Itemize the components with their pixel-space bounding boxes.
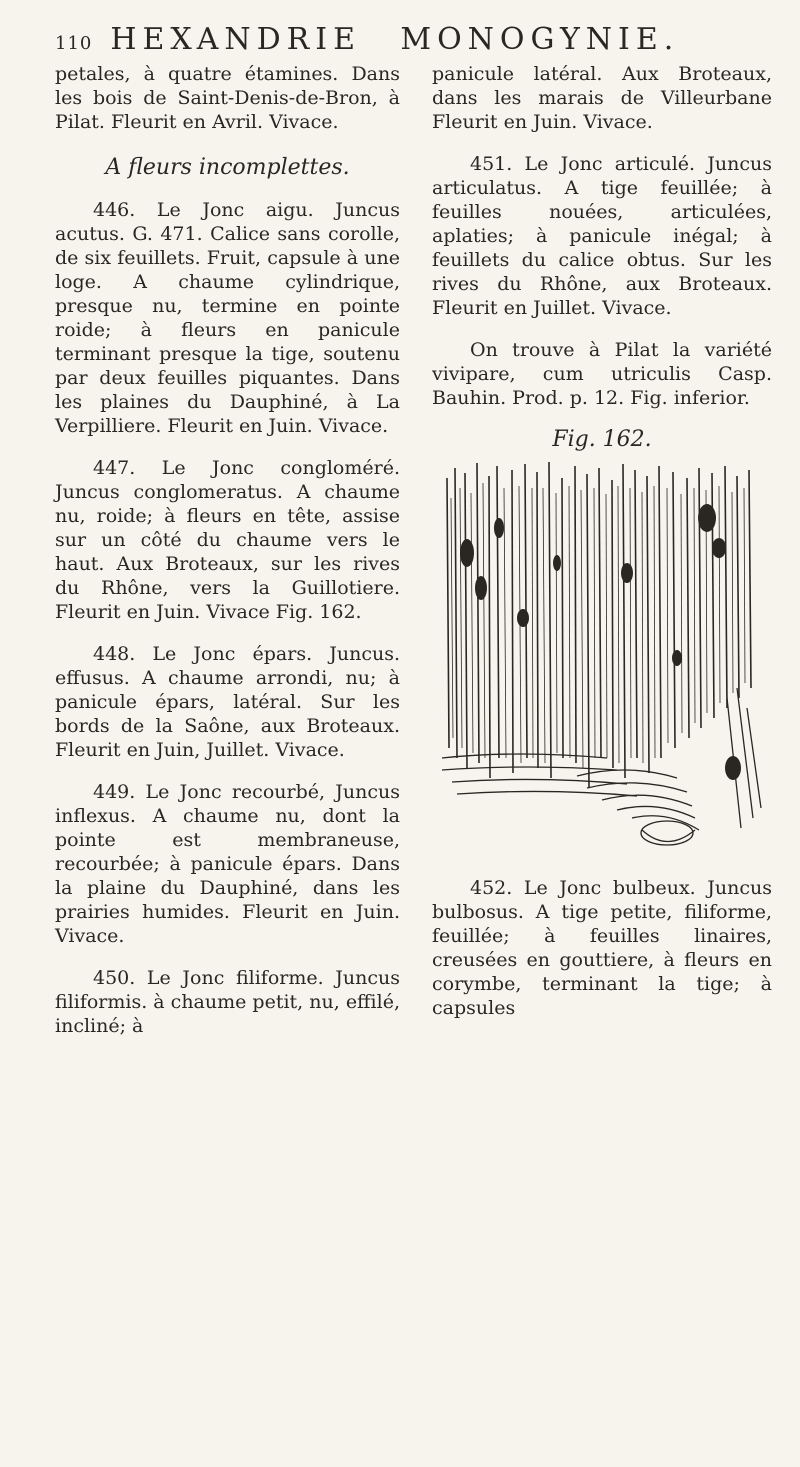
left-column [55, 62, 400, 1038]
entry-447: 447. Le Jonc congloméré. Juncus conglomeratus. A chaume nu, roide; à fleurs en tête, assise sur un côté du chaume vers le haut. Aux Broteaux, sur les rives du Rhône, vers la Guillotiere. Fleurit en Juin. Vivace Fig. 162. [55, 457, 400, 623]
entry-448: 448. Le Jonc épars. Juncus. effusus. A chaume arrondi, nu; à panicule épars, latéral. Sur les bords de la Saône, aux Broteaux. Fleurit en Juin, Juillet. Vivace. [55, 643, 400, 761]
right-heading: MONOGYNIE. [400, 22, 680, 57]
entry-452: 452. Le Jonc bulbeux. Juncus bulbosus. A tige petite, filiforme, feuillée; à feuilles linaires, creusées en gouttiere, à fleurs en corymbe, terminant la tige; à capsules [432, 877, 772, 1019]
running-head [55, 22, 765, 62]
entry-446: 446. Le Jonc aigu. Juncus acutus. G. 471. Calice sans corolle, de six feuillets. Fruit, capsule à une loge. A chaume cylindrique, presque nu, termine en pointe roide; à fleurs en panicule terminant presque la tige, soutenu par deux feuilles piquantes. Dans les plaines du Dauphiné, à La Verpilliere. Fleurit en Juin. Vivace. [55, 199, 400, 437]
left-heading: HEXANDRIE [110, 22, 362, 57]
section-title: A fleurs incomplettes. [105, 155, 350, 180]
continuation-text: petales, à quatre étamines. Dans les bois de Saint-Denis-de-Bron, à Pilat. Fleurit en Avril. Vivace. [55, 63, 400, 133]
continuation-text: panicule latéral. Aux Broteaux, dans les marais de Villeurbane Fleurit en Juin. Vivace. [432, 63, 772, 133]
page-number: 110 [55, 33, 93, 54]
entry-450: 450. Le Jonc filiforme. Juncus filiformis. à chaume petit, nu, effilé, incliné; à [55, 967, 400, 1037]
rush-engraving-figure [437, 458, 767, 858]
right-column [432, 62, 772, 1020]
variety-note: On trouve à Pilat la variété vivipare, cum utriculis Casp. Bauhin. Prod. p. 12. Fig. inferior. [432, 339, 772, 409]
entry-449: 449. Le Jonc recourbé, Juncus inflexus. A chaume nu, dont la pointe est membraneuse, recourbée; à panicule épars. Dans la plaine du Dauphiné, dans les prairies humides. Fleurit en Juin. Vivace. [55, 781, 400, 947]
figure-label: Fig. 162. [552, 427, 652, 452]
entry-451: 451. Le Jonc articulé. Juncus articulatus. A tige feuillée; à feuilles nouées, articulées, aplaties; à panicule inégal; à feuillets du calice obtus. Sur les rives du Rhône, aux Broteaux. Fleurit en Juillet. Vivace. [432, 153, 772, 319]
